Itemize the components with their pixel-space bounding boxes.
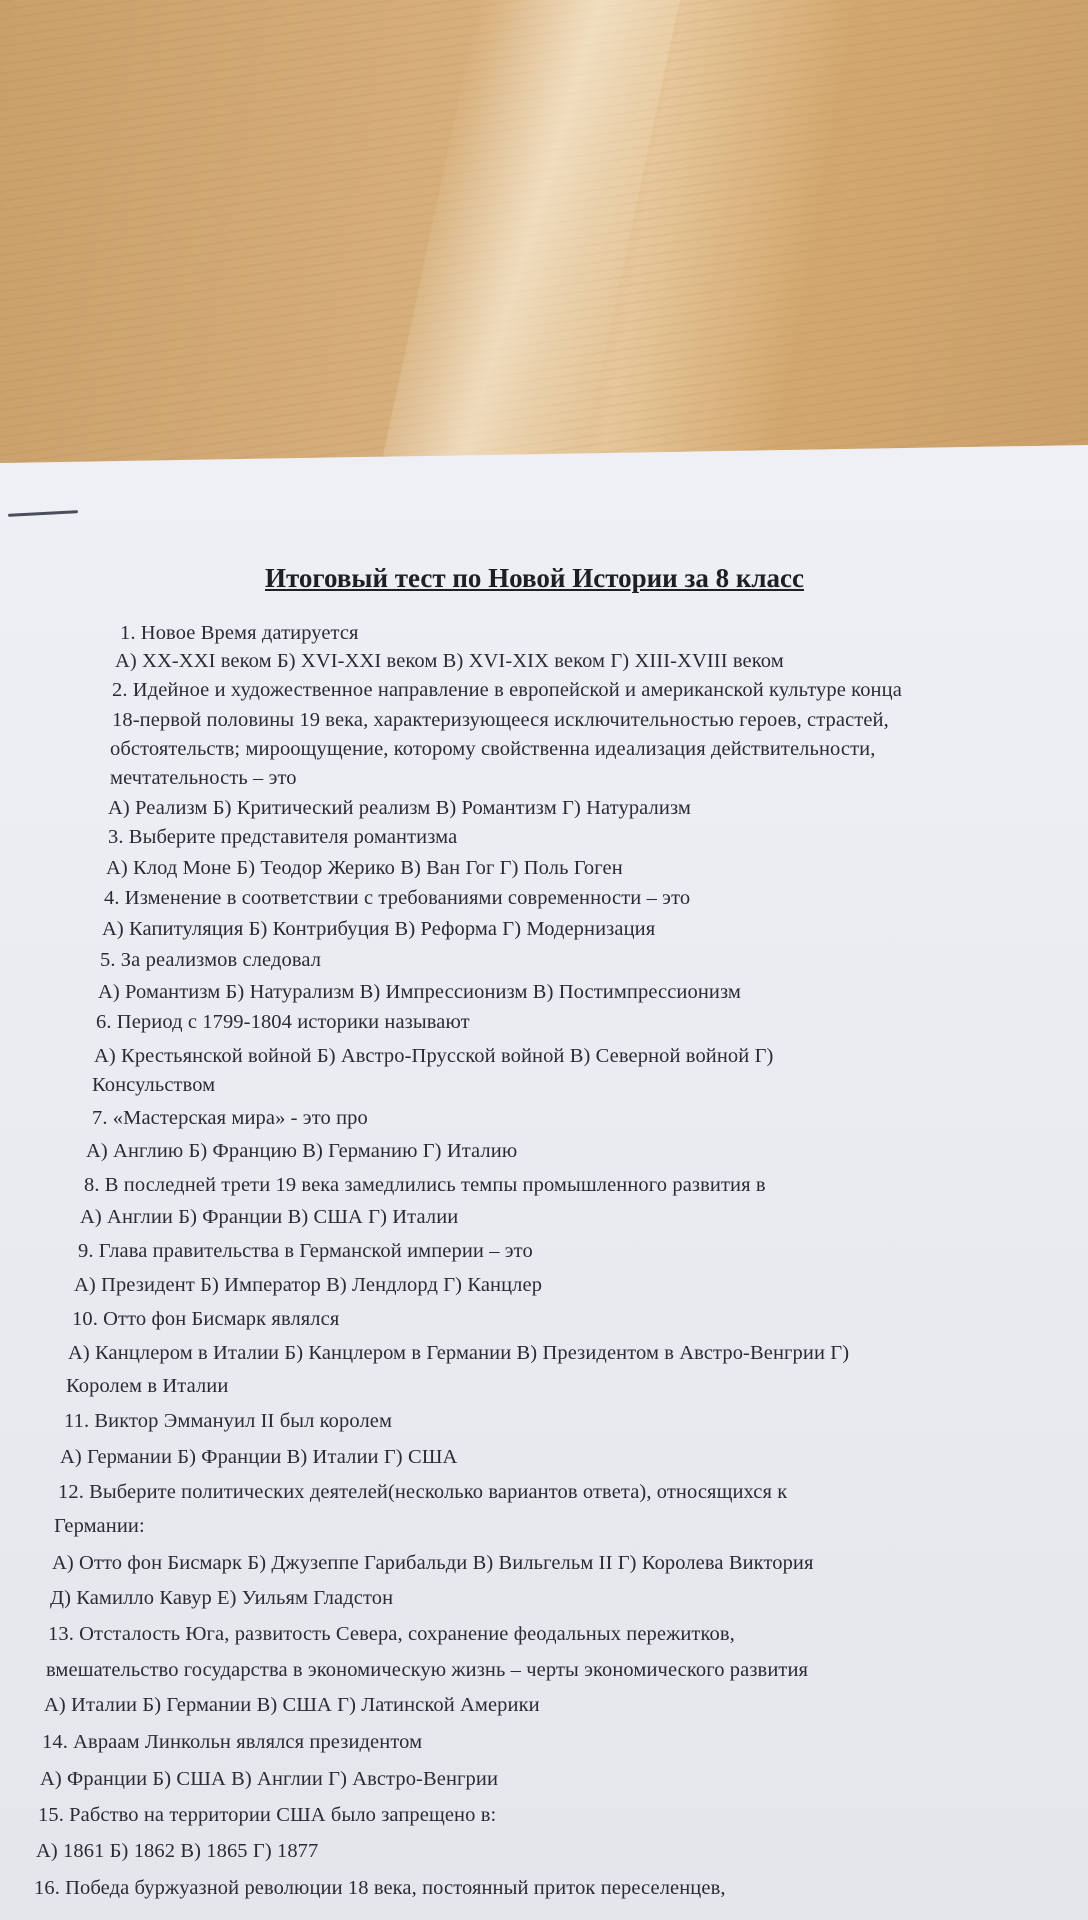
question-4: 4. Изменение в соответствии с требованиями современности – это: [104, 887, 691, 909]
question-7: 7. «Мастерская мира» - это про: [92, 1107, 368, 1129]
answers-13: А) Италии Б) Германии В) США Г) Латинской Америки: [44, 1694, 540, 1716]
question-2-cont: 18-первой половины 19 века, характеризующееся исключительностью героев, страстей,: [112, 709, 889, 731]
question-16: 16. Победа буржуазной революции 18 века, постоянный приток переселенцев,: [34, 1877, 726, 1899]
answers-12: А) Отто фон Бисмарк Б) Джузеппе Гарибальди В) Вильгельм II Г) Королева Виктория: [52, 1552, 814, 1574]
question-14: 14. Авраам Линкольн являлся президентом: [42, 1731, 423, 1753]
answers-2: А) Реализм Б) Критический реализм В) Романтизм Г) Натурализм: [108, 797, 691, 819]
answers-12-cont: Д) Камилло Кавур Е) Уильям Гладстон: [50, 1587, 394, 1609]
question-5: 5. За реализмов следовал: [100, 949, 322, 971]
question-2: 2. Идейное и художественное направление в европейской и американской культуре конца: [112, 679, 902, 701]
question-3: 3. Выберите представителя романтизма: [108, 826, 458, 848]
answers-8: А) Англии Б) Франции В) США Г) Италии: [80, 1206, 459, 1228]
answers-10: А) Канцлером в Италии Б) Канцлером в Германии В) Президентом в Австро-Венгрии Г): [68, 1342, 850, 1364]
answers-15: А) 1861 Б) 1862 В) 1865 Г) 1877: [36, 1840, 319, 1862]
question-2-cont: обстоятельств; мироощущение, которому свойственна идеализация действительности,: [110, 738, 876, 760]
answers-14: А) Франции Б) США В) Англии Г) Австро-Венгрии: [40, 1768, 499, 1790]
question-2-cont: мечтательность – это: [110, 767, 297, 789]
answers-5: А) Романтизм Б) Натурализм В) Импрессионизм В) Постимпрессионизм: [98, 981, 741, 1003]
question-13-cont: вмешательство государства в экономическую жизнь – черты экономического развития: [46, 1659, 809, 1681]
answers-6: А) Крестьянской войной Б) Австро-Прусской войной В) Северной войной Г): [94, 1045, 774, 1067]
question-8: 8. В последней трети 19 века замедлились темпы промышленного развития в: [84, 1174, 766, 1196]
answers-9: А) Президент Б) Император В) Лендлорд Г) Канцлер: [74, 1274, 543, 1296]
answers-10-cont: Королем в Италии: [66, 1375, 229, 1397]
question-12: 12. Выберите политических деятелей(несколько вариантов ответа), относящихся к: [58, 1481, 788, 1503]
question-6: 6. Период с 1799-1804 историки называют: [96, 1011, 470, 1033]
answers-7: А) Англию Б) Францию В) Германию Г) Италию: [86, 1140, 518, 1162]
answers-1: А) XX-XXI веком Б) XVI-XXI веком В) XVI-XIX веком Г) XIII-XVIII веком: [115, 650, 784, 672]
question-12-cont: Германии:: [54, 1515, 145, 1537]
question-11: 11. Виктор Эммануил II был королем: [64, 1410, 393, 1432]
answers-6-cont: Консульством: [92, 1074, 216, 1096]
question-1: 1. Новое Время датируется: [120, 622, 359, 644]
question-13: 13. Отсталость Юга, развитость Севера, сохранение феодальных пережитков,: [48, 1623, 735, 1645]
answers-3: А) Клод Моне Б) Теодор Жерико В) Ван Гог Г) Поль Гоген: [106, 857, 623, 879]
answers-11: А) Германии Б) Франции В) Италии Г) США: [60, 1446, 458, 1468]
question-9: 9. Глава правительства в Германской империи – это: [78, 1240, 533, 1262]
answers-4: А) Капитуляция Б) Контрибуция В) Реформа Г) Модернизация: [102, 918, 656, 940]
question-10: 10. Отто фон Бисмарк являлся: [72, 1308, 340, 1330]
question-15: 15. Рабство на территории США было запрещено в:: [38, 1804, 497, 1826]
document-title: Итоговый тест по Новой Истории за 8 класс: [265, 563, 804, 593]
